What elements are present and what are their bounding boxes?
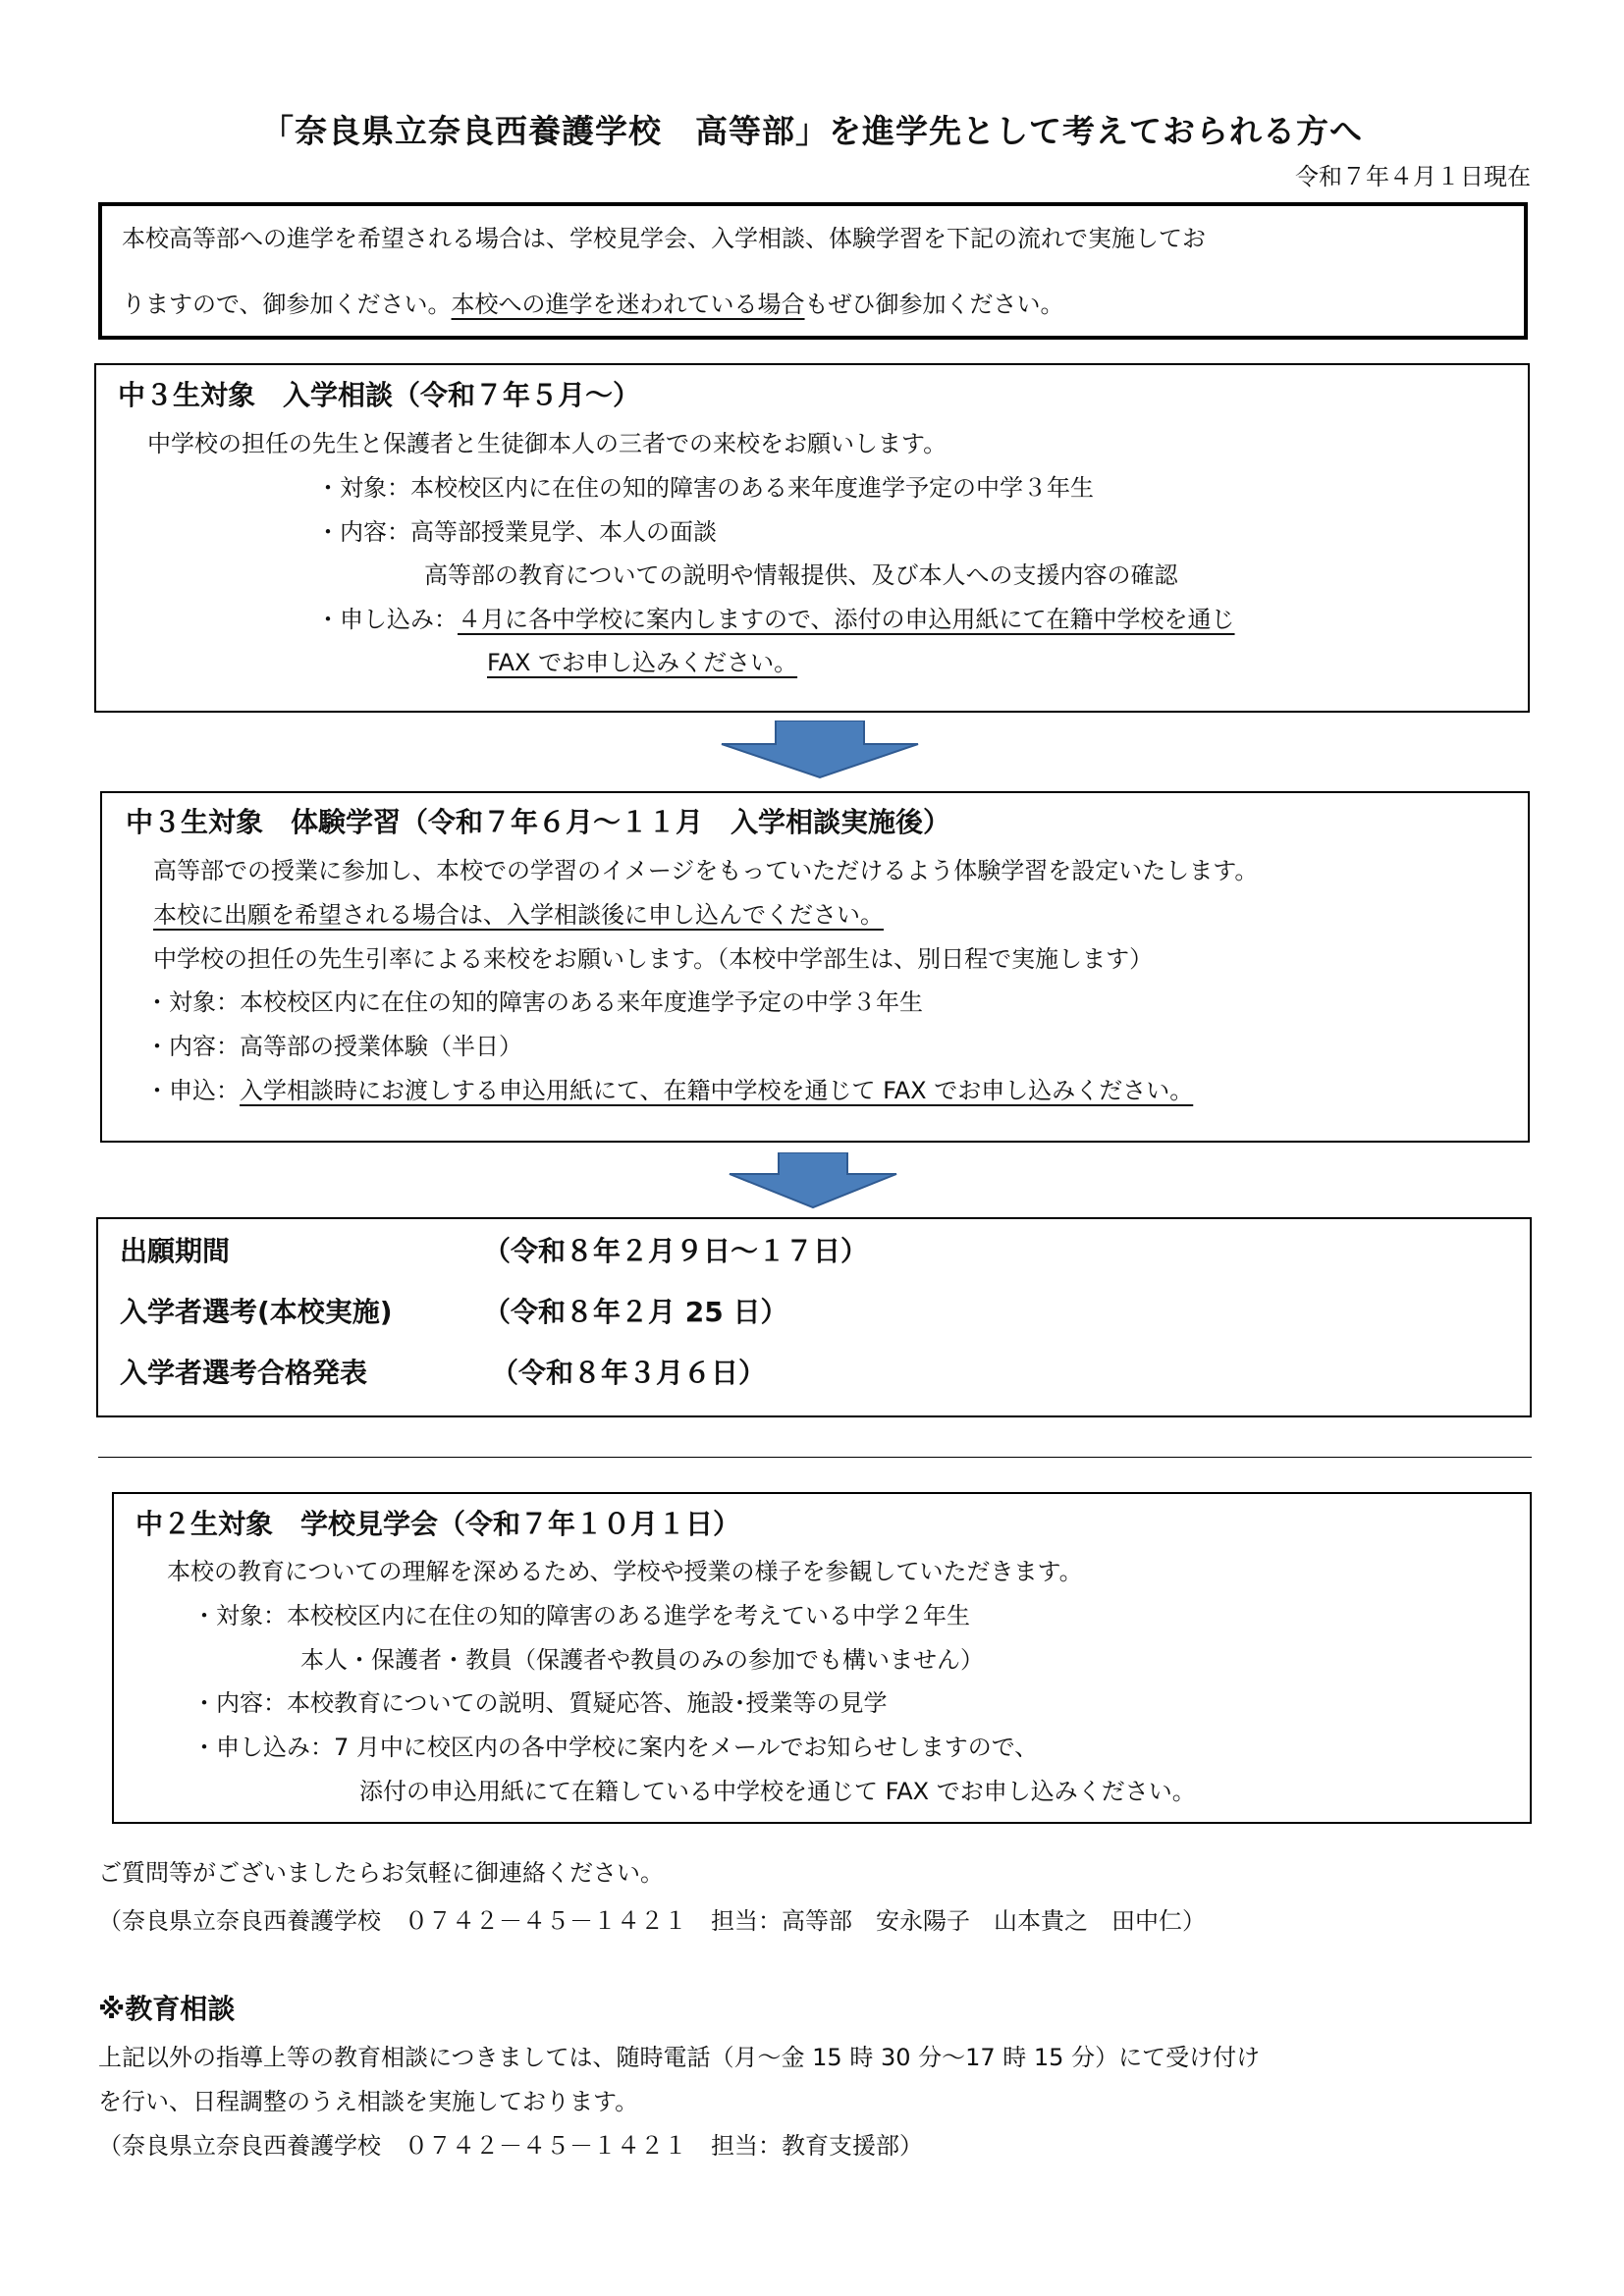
consult-apply-label: ・申し込み： bbox=[316, 606, 458, 633]
consult-lead: 中学校の担任の先生と保護者と生徒御本人の三者での来校をお願いします。 bbox=[147, 430, 947, 457]
intro-text-a: りますので、御参加ください。 bbox=[122, 291, 452, 318]
trial-note: 本校に出願を希望される場合は、入学相談後に申し込んでください。 bbox=[153, 901, 884, 929]
edu-line-2: を行い、日程調整のうえ相談を実施しております。 bbox=[98, 2088, 639, 2115]
visit-target-1: ・対象：本校校区内に在住の知的障害のある進学を考えている中学２年生 bbox=[192, 1602, 970, 1629]
section-divider bbox=[98, 1457, 1532, 1458]
down-arrow-icon bbox=[717, 721, 923, 779]
schedule-label-3: 入学者選考合格発表 bbox=[120, 1357, 368, 1389]
schedule-value-2: （令和８年２月 25 日） bbox=[483, 1296, 788, 1328]
consult-box bbox=[94, 363, 1530, 713]
schedule-label-1: 出願期間 bbox=[120, 1235, 231, 1267]
contact-line-1: ご質問等がございましたらお気軽に御連絡ください。 bbox=[98, 1859, 664, 1887]
consult-content-2: 高等部の教育についての説明や情報提供、及び本人への支援内容の確認 bbox=[424, 561, 1178, 589]
edu-heading: ※教育相談 bbox=[98, 1993, 236, 2025]
intro-line-1: 本校高等部への進学を希望される場合は、学校見学会、入学相談、体験学習を下記の流れで実施してお bbox=[122, 225, 1206, 252]
visit-content: ・内容：本校教育についての説明、質疑応答、施設･授業等の見学 bbox=[192, 1689, 888, 1717]
consult-apply-2: FAX でお申し込みください。 bbox=[487, 649, 798, 676]
trial-heading: 中３生対象 体験学習（令和７年６月～１１月 入学相談実施後） bbox=[126, 806, 951, 838]
schedule-value-1: （令和８年２月９日～１７日） bbox=[483, 1235, 869, 1267]
visit-target-2: 本人・保護者・教員（保護者や教員のみの参加でも構いません） bbox=[300, 1646, 984, 1674]
schedule-label-2: 入学者選考(本校実施) bbox=[120, 1296, 393, 1328]
visit-apply-1: ・申し込み：7 月中に校区内の各中学校に案内をメールでお知らせしますので、 bbox=[192, 1734, 1039, 1761]
trial-apply-text: 入学相談時にお渡しする申込用紙にて、在籍中学校を通じて FAX でお申し込みください。 bbox=[240, 1077, 1194, 1104]
edu-line-1: 上記以外の指導上等の教育相談につきましては、随時電話（月～金 15 時 30 分～17 時 15 分）にて受け付け bbox=[98, 2044, 1261, 2071]
edu-line-3: （奈良県立奈良西養護学校 ０７４２－４５－１４２１ 担当：教育支援部） bbox=[98, 2132, 923, 2160]
intro-line-2 bbox=[122, 290, 1064, 319]
intro-text-underlined: 本校への進学を迷われている場合 bbox=[451, 291, 805, 318]
intro-box bbox=[98, 202, 1528, 340]
trial-content: ・内容：高等部の授業体験（半日） bbox=[145, 1033, 522, 1060]
trial-escort: 中学校の担任の先生引率による来校をお願いします。（本校中学部生は、別日程で実施します） bbox=[153, 945, 1154, 973]
schedule-value-3: （令和８年３月６日） bbox=[491, 1357, 767, 1389]
down-arrow-icon bbox=[725, 1152, 901, 1209]
page-title: 「奈良県立奈良西養護学校 高等部」を進学先として考えておられる方へ bbox=[261, 112, 1363, 150]
trial-apply-label: ・申込： bbox=[145, 1077, 240, 1104]
date-stamp: 令和７年４月１日現在 bbox=[1295, 163, 1531, 190]
consult-heading: 中３生対象 入学相談（令和７年５月～） bbox=[118, 379, 641, 411]
visit-apply-2: 添付の申込用紙にて在籍している中学校を通じて FAX でお申し込みください。 bbox=[359, 1778, 1196, 1805]
intro-text-b: もぜひ御参加ください。 bbox=[804, 291, 1064, 318]
consult-apply-1 bbox=[316, 605, 1235, 634]
consult-apply-text-1: ４月に各中学校に案内しますので、添付の申込用紙にて在籍中学校を通じ bbox=[458, 606, 1235, 633]
consult-target: ・対象：本校校区内に在住の知的障害のある来年度進学予定の中学３年生 bbox=[316, 474, 1094, 502]
trial-target: ・対象：本校校区内に在住の知的障害のある来年度進学予定の中学３年生 bbox=[145, 988, 923, 1016]
trial-apply bbox=[145, 1076, 1193, 1105]
consult-content-1: ・内容：高等部授業見学、本人の面談 bbox=[316, 518, 717, 546]
contact-line-2: （奈良県立奈良西養護学校 ０７４２－４５－１４２１ 担当：高等部 安永陽子 山本貴之 田中仁） bbox=[98, 1907, 1206, 1935]
visit-heading: 中２生対象 学校見学会（令和７年１０月１日） bbox=[135, 1508, 741, 1540]
visit-lead: 本校の教育についての理解を深めるため、学校や授業の様子を参観していただきます。 bbox=[167, 1558, 1083, 1585]
trial-lead: 高等部での授業に参加し、本校での学習のイメージをもっていただけるよう体験学習を設定いたします。 bbox=[153, 857, 1259, 884]
